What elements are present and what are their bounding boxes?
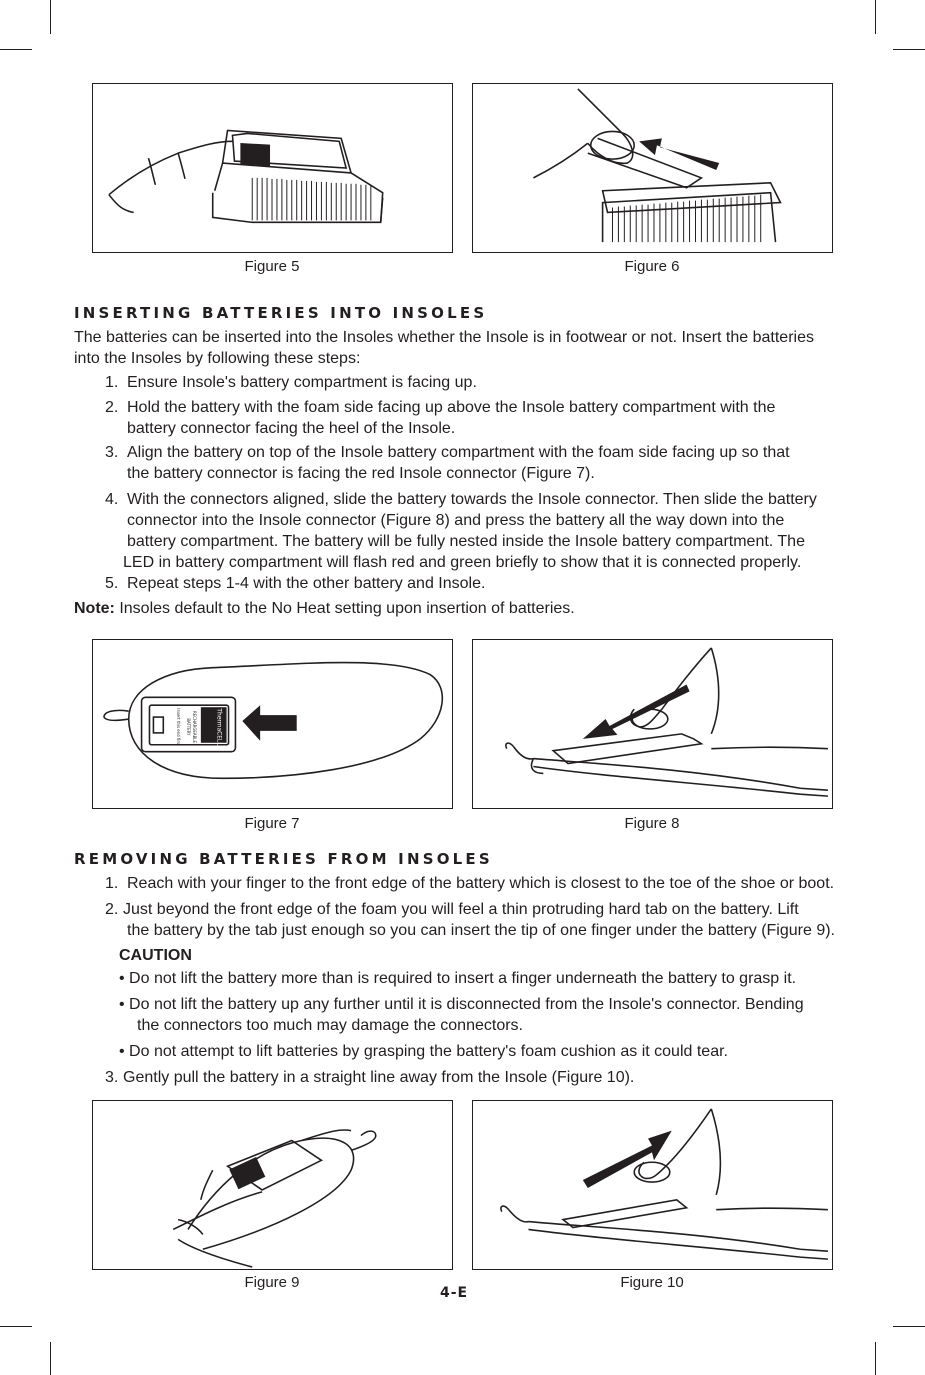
figure-7-illustration bbox=[92, 639, 453, 809]
step-text: Align the battery on top of the Insole battery compartment with the foam side facing up so that bbox=[127, 444, 790, 461]
step-number: 3. bbox=[105, 444, 119, 461]
step-item bbox=[105, 372, 865, 393]
crop-mark bbox=[875, 1342, 876, 1375]
section-heading-inserting: INSERTING BATTERIES INTO INSOLES bbox=[74, 304, 488, 322]
note-text: Insoles default to the No Heat setting upon insertion of batteries. bbox=[114, 600, 575, 617]
insole-top-view-illustration bbox=[93, 640, 452, 808]
step-text: Repeat steps 1-4 with the other battery and Insole. bbox=[127, 575, 486, 592]
step-text: Ensure Insole's battery compartment is facing up. bbox=[127, 374, 477, 391]
crop-mark bbox=[50, 1342, 51, 1375]
battery-label-line: RECHARGEABLE bbox=[191, 710, 197, 743]
intro-line: into the Insoles by following these steps: bbox=[74, 350, 361, 367]
step-text: LED in battery compartment will flash red and green briefly to show that it is connected properly. bbox=[123, 554, 802, 571]
battery-label-line: Insert this end first bbox=[176, 708, 182, 746]
caution-bullet: • Do not lift the battery more than is required to insert a finger underneath the battery to grasp it. bbox=[119, 970, 797, 987]
crop-mark bbox=[893, 1326, 925, 1327]
insole-lift-battery-illustration bbox=[93, 1101, 452, 1269]
step-number: 1. bbox=[105, 875, 119, 892]
step-number: 1. bbox=[105, 374, 119, 391]
caution-bullet bbox=[119, 994, 879, 1036]
battery-label-line: BATTERY bbox=[186, 718, 192, 736]
step-number: 4. bbox=[105, 491, 119, 508]
step-text: Hold the battery with the foam side facing up above the Insole battery compartment with the bbox=[127, 399, 776, 416]
note-label: Note: bbox=[74, 600, 115, 617]
battery-pack-hand-illustration bbox=[93, 84, 452, 252]
step-text: battery compartment. The battery will be fully nested inside the Insole battery compartment. The bbox=[127, 533, 805, 550]
step-item bbox=[105, 489, 865, 573]
step-item bbox=[105, 899, 885, 941]
step-text: Just beyond the front edge of the foam you will feel a thin protruding hard tab on the battery. Lift bbox=[123, 901, 799, 918]
caution-bullet-line: • Do not lift the battery up any further until it is disconnected from the Insole's connector. Bending bbox=[119, 996, 804, 1013]
figure-8-caption: Figure 8 bbox=[624, 815, 680, 832]
step-text: the battery by the tab just enough so you can insert the tip of one finger under the battery (Figure 9). bbox=[127, 922, 835, 939]
page-number: 4-E bbox=[440, 1285, 469, 1301]
crop-mark bbox=[0, 1326, 32, 1327]
step-item bbox=[105, 873, 885, 894]
battery-brand-label: ThermaCELL bbox=[215, 708, 222, 746]
battery-remove-side-illustration bbox=[473, 1101, 832, 1269]
step-number: 2. bbox=[105, 901, 119, 918]
step-text: Gently pull the battery in a straight line away from the Insole (Figure 10). bbox=[123, 1069, 635, 1086]
figure-6-caption: Figure 6 bbox=[624, 258, 680, 275]
caution-label: CAUTION bbox=[119, 947, 192, 964]
figure-10-illustration bbox=[472, 1100, 833, 1270]
figure-5-illustration bbox=[92, 83, 453, 253]
step-number: 2. bbox=[105, 399, 119, 416]
figure-9-illustration bbox=[92, 1100, 453, 1270]
step-item bbox=[105, 1067, 885, 1088]
intro-text bbox=[74, 327, 864, 369]
step-item bbox=[105, 573, 865, 594]
step-number: 5. bbox=[105, 575, 119, 592]
step-text: Reach with your finger to the front edge of the battery which is closest to the toe of the shoe or boot. bbox=[127, 875, 835, 892]
step-item bbox=[105, 442, 865, 484]
caution-bullet-line: the connectors too much may damage the connectors. bbox=[137, 1017, 523, 1034]
step-number: 3. bbox=[105, 1069, 119, 1086]
crop-mark bbox=[50, 0, 51, 34]
crop-mark bbox=[893, 49, 925, 50]
figure-8-illustration bbox=[472, 639, 833, 809]
battery-insert-side-illustration bbox=[473, 640, 832, 808]
battery-lift-hand-illustration bbox=[473, 84, 832, 252]
step-text: connector into the Insole connector (Figure 8) and press the battery all the way down into the bbox=[127, 512, 785, 529]
crop-mark bbox=[875, 0, 876, 34]
caution-bullet: • Do not attempt to lift batteries by grasping the battery's foam cushion as it could tear. bbox=[119, 1043, 728, 1060]
step-text: the battery connector is facing the red Insole connector (Figure 7). bbox=[127, 465, 595, 482]
figure-9-caption: Figure 9 bbox=[244, 1274, 300, 1291]
crop-mark bbox=[0, 49, 32, 50]
step-item bbox=[105, 397, 865, 439]
intro-line: The batteries can be inserted into the Insoles whether the Insole is in footwear or not. Insert the batteries bbox=[74, 329, 814, 346]
figure-10-caption: Figure 10 bbox=[620, 1274, 684, 1291]
figure-5-caption: Figure 5 bbox=[244, 258, 300, 275]
note bbox=[74, 598, 864, 619]
section-heading-removing: REMOVING BATTERIES FROM INSOLES bbox=[74, 850, 493, 868]
step-text: With the connectors aligned, slide the battery towards the Insole connector. Then slide the battery bbox=[127, 491, 817, 508]
step-text: battery connector facing the heel of the Insole. bbox=[127, 420, 456, 437]
figure-7-caption: Figure 7 bbox=[244, 815, 300, 832]
figure-6-illustration bbox=[472, 83, 833, 253]
